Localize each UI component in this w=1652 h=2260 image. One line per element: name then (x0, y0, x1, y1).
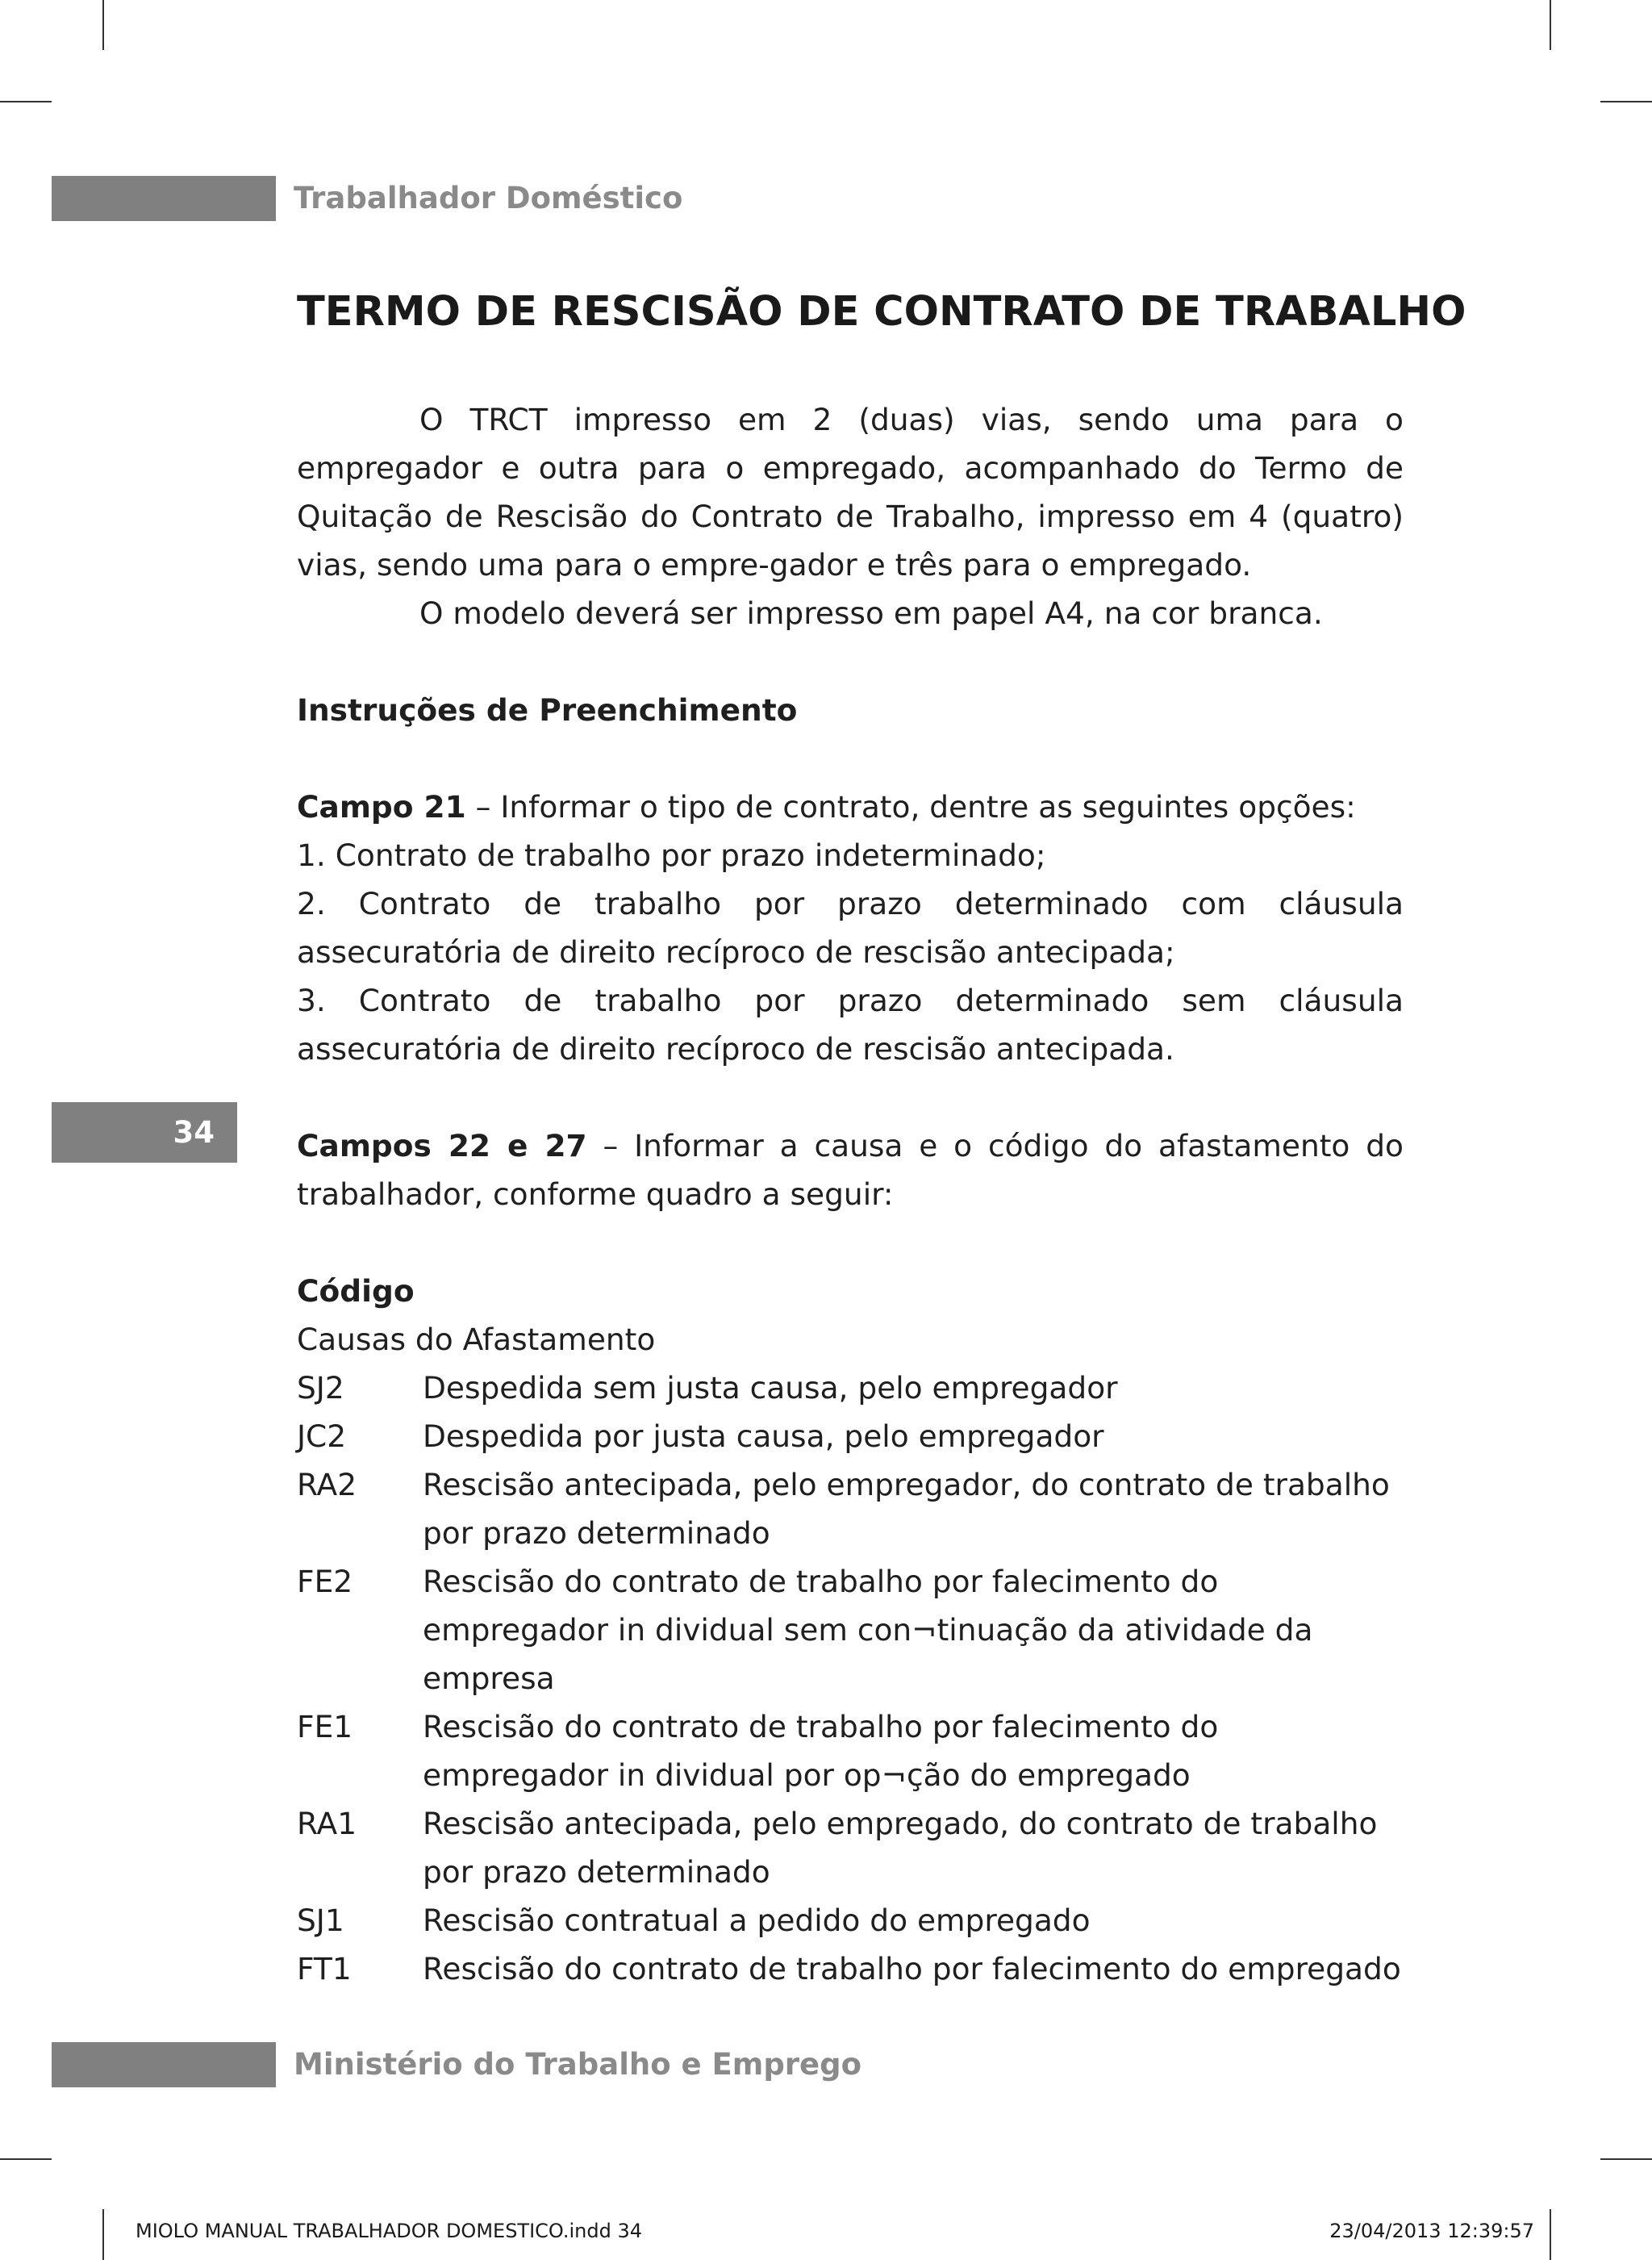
footer-bar (52, 2042, 276, 2087)
code-row (297, 1799, 1404, 1896)
code-row (297, 1945, 1404, 1993)
campo21-text: – Informar o tipo de contrato, dentre as seguintes opções: (465, 789, 1356, 825)
page-number-tab (52, 1102, 237, 1163)
code-value: SJ1 (297, 1903, 344, 1938)
crop-mark (1600, 2158, 1652, 2160)
crop-mark (0, 101, 52, 102)
campos22-27-intro (297, 1122, 1404, 1218)
intro-paragraph-2: O modelo deverá ser impresso em papel A4, na cor branca. (419, 595, 1323, 631)
code-cause: Rescisão do contrato de trabalho por falecimento do empregado (423, 1951, 1401, 1986)
document-body (297, 395, 1404, 1993)
codes-list (297, 1364, 1404, 1993)
crop-mark (1600, 101, 1652, 102)
code-cause: Despedida sem justa causa, pelo empregador (423, 1370, 1118, 1406)
running-footer: Ministério do Trabalho e Emprego (294, 2047, 862, 2082)
code-value: FT1 (297, 1951, 352, 1986)
page-title: TERMO DE RESCISÃO DE CONTRATO DE TRABALHO (297, 288, 1466, 336)
campo21-option: 1. Contrato de trabalho por prazo indeterminado; (297, 838, 1046, 873)
crop-mark (102, 2209, 104, 2260)
campos22-27-text: – Informar a causa e o código do afastamento do trabalhador, conforme quadro a seguir: (297, 1128, 1404, 1212)
campo21-option: 2. Contrato de trabalho por prazo determinado com cláusula assecuratória de direito recíproco de rescisão antecipada; (297, 886, 1404, 970)
crop-mark (102, 0, 104, 50)
crop-mark (0, 2158, 52, 2160)
intro-paragraph-1: O TRCT impresso em 2 (duas) vias, sendo uma para o empregador e outra para o empregado, acompanhado do Termo de Quitação de Rescisão do Contrato de Trabalho, impresso em 4 (quatro) vias, sendo uma para o empre-gador e três para o empregado. (297, 402, 1404, 583)
code-value: SJ2 (297, 1370, 344, 1406)
campo21-label: Campo 21 (297, 789, 466, 825)
code-value: RA1 (297, 1806, 357, 1841)
code-row (297, 1364, 1404, 1412)
code-row (297, 1412, 1404, 1460)
print-slug-datetime: 23/04/2013 12:39:57 (1329, 2220, 1534, 2242)
code-value: RA2 (297, 1467, 357, 1502)
code-cause: Rescisão antecipada, pelo empregador, do contrato de trabalho por prazo determinado (423, 1467, 1390, 1551)
code-cause: Rescisão do contrato de trabalho por falecimento do empregador in dividual por op¬ção do empregado (423, 1709, 1219, 1793)
code-value: JC2 (297, 1418, 347, 1454)
print-slug-file: MIOLO MANUAL TRABALHADOR DOMESTICO.indd 34 (136, 2220, 642, 2242)
codes-header-cause: Causas do Afastamento (297, 1322, 656, 1357)
codes-header-code: Código (297, 1273, 415, 1309)
running-header: Trabalhador Doméstico (294, 181, 683, 215)
code-row (297, 1896, 1404, 1945)
campo21-intro (297, 783, 1404, 831)
code-cause: Despedida por justa causa, pelo empregador (423, 1418, 1104, 1454)
instructions-heading: Instruções de Preenchimento (297, 692, 798, 728)
code-value: FE1 (297, 1709, 353, 1744)
code-row (297, 1460, 1404, 1557)
crop-mark (1550, 0, 1551, 50)
page-number: 34 (173, 1115, 215, 1150)
code-cause: Rescisão contratual a pedido do empregado (423, 1903, 1091, 1938)
code-value: FE2 (297, 1564, 353, 1599)
campos22-27-label: Campos 22 e 27 (297, 1128, 587, 1163)
crop-mark (1550, 2209, 1551, 2260)
code-row (297, 1702, 1404, 1799)
header-bar (52, 176, 276, 221)
code-cause: Rescisão do contrato de trabalho por falecimento do empregador in dividual sem con¬tinuação da atividade da empresa (423, 1564, 1313, 1696)
code-cause: Rescisão antecipada, pelo empregado, do contrato de trabalho por prazo determinado (423, 1806, 1378, 1890)
code-row (297, 1557, 1404, 1702)
campo21-option: 3. Contrato de trabalho por prazo determinado sem cláusula assecuratória de direito recíproco de rescisão antecipada. (297, 983, 1404, 1067)
